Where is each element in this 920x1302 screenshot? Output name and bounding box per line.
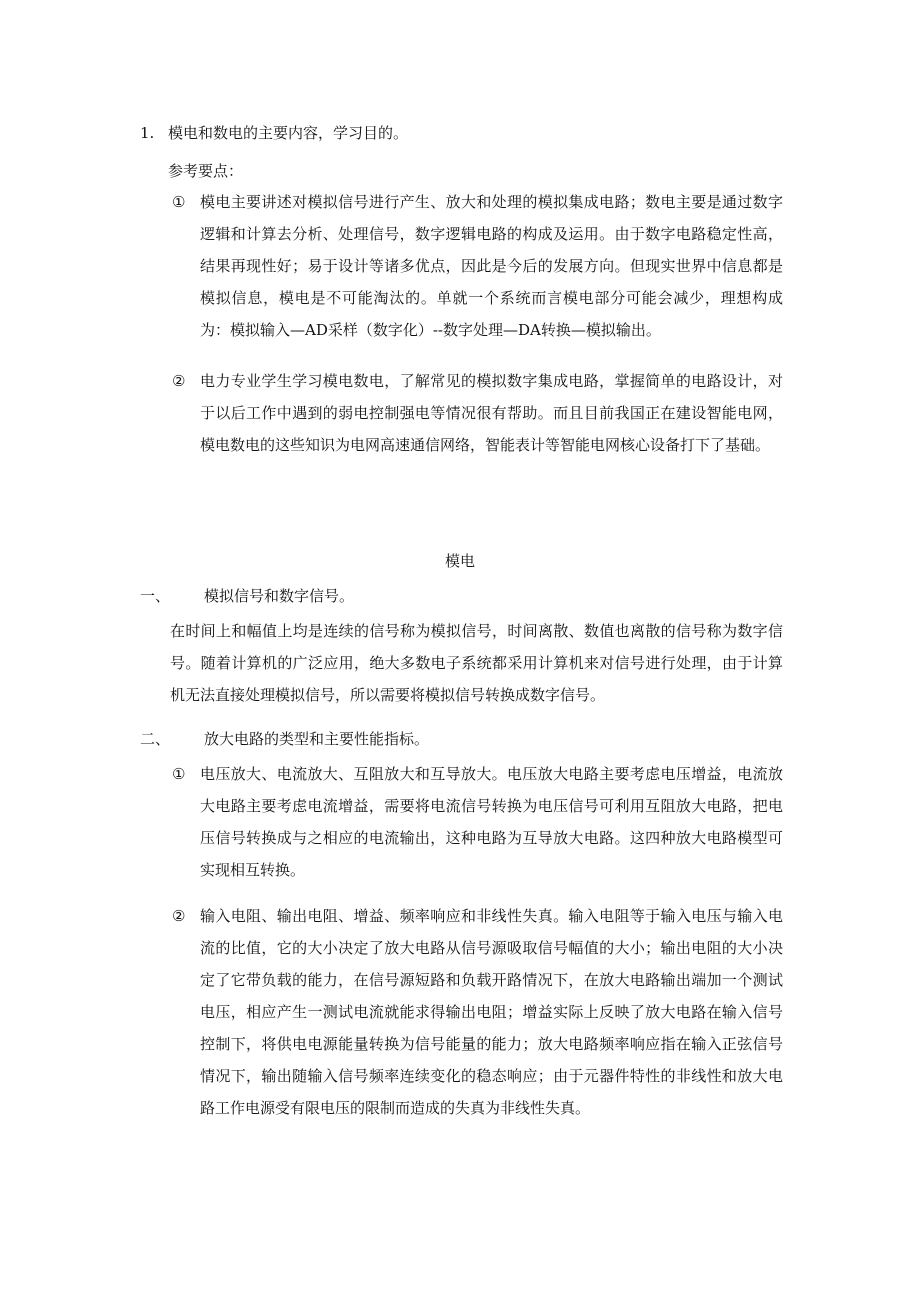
section-title: 模电 xyxy=(444,552,475,570)
q1-point-2-marker: ② xyxy=(172,372,186,390)
sec2-point-2-text: 输入电阻、输出电阻、增益、频率响应和非线性失真。输入电阻等于输入电压与输入电流的比值，它的大小决定了放大电路从信号源吸取信号幅值的大小；输出电阻的大小决定了它带负载的能力，在信号源短路和负载开路情况下，在放大电路输出端加一个测试电压，相应产生一测试电流就能求得输出电阻；增益实际上反映了放大电路在输入信号控制下，将供电电源能量转换为信号能量的能力；放大电路频率响应指在输入正弦信号情况下，输出随输入信号频率连续变化的稳态响应；由于元器件特性的非线性和放大电路工作电源受有限电压的限制而造成的失真为非线性失真。 xyxy=(200,907,783,1117)
sec1-text: 在时间上和幅值上均是连续的信号称为模拟信号，时间离散、数值也离散的信号称为数字信号。随着计算机的广泛应用，绝大多数电子系统都采用计算机来对信号进行处理，由于计算机无法直接处理模拟信号，所以需要将模拟信号转换成数字信号。 xyxy=(170,622,783,704)
q1-title: 模电和数电的主要内容，学习目的。 xyxy=(168,124,409,142)
sec2-point-2-marker: ② xyxy=(172,907,186,925)
sec1-title: 模拟信号和数字信号。 xyxy=(204,587,355,605)
q1-reference-label: 参考要点： xyxy=(168,162,244,180)
sec2-point-1-text: 电压放大、电流放大、互阻放大和互导放大。电压放大电路主要考虑电压增益，电流放大电路主要考虑电流增益，需要将电流信号转换为电压信号可利用互阻放大电路，把电压信号转换成与之相应的电流输出，这种电路为互导放大电路。这四种放大电路模型可实现相互转换。 xyxy=(200,765,783,879)
q1-number: 1. xyxy=(140,124,155,142)
q1-point-2-text: 电力专业学生学习模电数电，了解常见的模拟数字集成电路，掌握简单的电路设计，对于以后工作中遇到的弱电控制强电等情况很有帮助。而且目前我国正在建设智能电网，模电数电的这些知识为电网高速通信网络，智能表计等智能电网核心设备打下了基础。 xyxy=(200,372,783,454)
q1-point-1-text: 模电主要讲述对模拟信号进行产生、放大和处理的模拟集成电路；数电主要是通过数字逻辑和计算去分析、处理信号，数字逻辑电路的构成及运用。由于数字电路稳定性高，结果再现性好；易于设计等诸多优点，因此是今后的发展方向。但现实世界中信息都是模拟信息，模电是不可能淘汰的。单就一个系统而言模电部分可能会减少，理想构成为：模拟输入—AD采样（数字化）--数字处理—DA转换—模拟输出。 xyxy=(200,193,783,339)
q1-point-1-marker: ① xyxy=(172,193,186,211)
sec2-number: 二、 xyxy=(140,730,171,748)
sec1-number: 一、 xyxy=(140,587,171,605)
sec2-title: 放大电路的类型和主要性能指标。 xyxy=(204,730,430,748)
sec2-point-1-marker: ① xyxy=(172,765,186,783)
